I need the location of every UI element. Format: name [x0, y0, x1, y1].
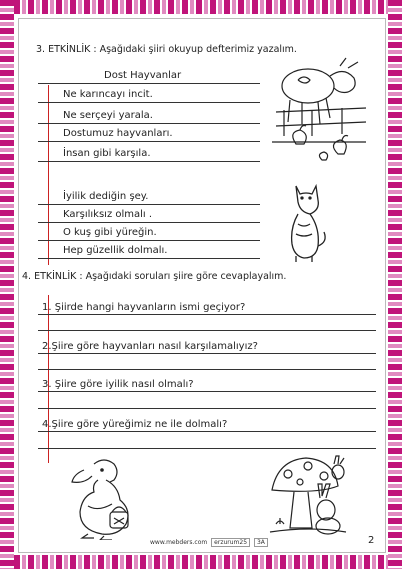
page-number: 2	[368, 535, 375, 546]
footer-badge: erzurum25	[211, 538, 250, 547]
page-border-top	[0, 0, 402, 14]
footer-site[interactable]: www.mebders.com	[150, 539, 208, 546]
poem-line: İyilik dediğin şey.	[63, 191, 149, 202]
footer	[150, 538, 268, 547]
ruled-line	[38, 258, 260, 259]
ruled-line	[38, 141, 260, 142]
ruled-line	[38, 314, 376, 315]
poem-line: Ne serçeyi yarala.	[63, 110, 153, 121]
page-border-left	[0, 0, 14, 569]
ruled-line	[38, 391, 376, 392]
ruled-line	[38, 204, 260, 205]
poem-title: Dost Hayvanlar	[104, 70, 182, 81]
activity3-title: 3. ETKİNLİK : Aşağıdaki şiiri okuyup defterimiz yazalım.	[36, 44, 297, 55]
question: 2.Şiire göre hayvanları nasıl karşılamalıyız?	[42, 341, 258, 352]
mushroom-and-rabbits-illustration	[268, 454, 348, 536]
ruled-line	[38, 448, 376, 449]
activity4-title: 4. ETKİNLİK : Aşağıdaki soruları şiire göre cevaplayalım.	[22, 271, 287, 282]
poem-line: Karşılıksız olmalı .	[63, 209, 153, 220]
cat-illustration	[282, 180, 328, 264]
poem-title-rule	[38, 83, 260, 84]
ruled-line	[38, 222, 260, 223]
duck-with-basket-illustration	[70, 456, 136, 540]
cow-and-chickens-illustration	[268, 52, 366, 168]
page-border-right	[388, 0, 402, 569]
ruled-line	[38, 161, 260, 162]
ruled-line	[38, 369, 376, 370]
ruled-line	[38, 123, 260, 124]
ruled-line	[38, 353, 376, 354]
poem-line: Dostumuz hayvanları.	[63, 128, 173, 139]
page-border-bottom	[0, 555, 402, 569]
poem-line: Ne karıncayı incit.	[63, 89, 153, 100]
poem-line: İnsan gibi karşıla.	[63, 148, 151, 159]
poem-line: O kuş gibi yüreğin.	[63, 227, 157, 238]
poem-line: Hep güzellik dolmalı.	[63, 245, 168, 256]
ruled-line	[38, 431, 376, 432]
question: 3. Şiire göre iyilik nasıl olmalı?	[42, 379, 194, 390]
ruled-line	[38, 330, 376, 331]
question: 4.Şiire göre yüreğimiz ne ile dolmalı?	[42, 419, 228, 430]
ruled-line	[38, 408, 376, 409]
ruled-line	[38, 102, 260, 103]
question: 1. Şiirde hangi hayvanların ismi geçiyor?	[42, 302, 246, 313]
poem-margin-line	[48, 85, 49, 265]
ruled-line	[38, 240, 260, 241]
footer-badge-2: 3A	[254, 538, 268, 547]
